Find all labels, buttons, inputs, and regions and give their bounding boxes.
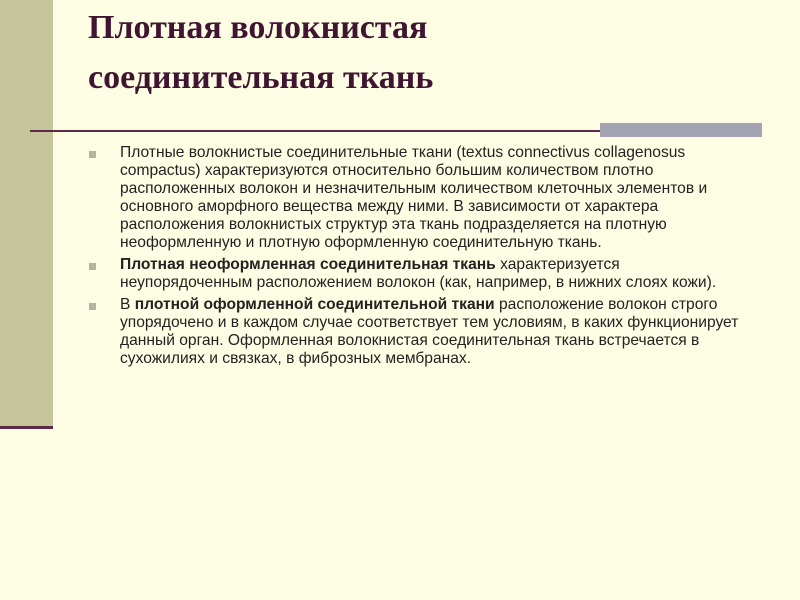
- bullet-3-text: расположение волокон строго упорядочено и в каждом случае соответствует тем условиям, в каких функционирует данный орган. Оформленная волокнистая соединительная ткань встречается в сухожилиях и связках, в фиброзных мембранах.: [120, 296, 739, 367]
- bullet-3-term: плотной оформленной соединительной ткани: [134, 296, 495, 313]
- bullet-3-prefix: В: [120, 296, 135, 313]
- bullet-item-3: [88, 296, 756, 368]
- bullet-list: [88, 144, 756, 372]
- bullet-2-term: Плотная неоформленная соединительная ткань: [120, 256, 496, 273]
- side-band-underline: [0, 426, 53, 429]
- square-bullet-icon: [89, 303, 96, 310]
- decorative-side-band: [0, 0, 53, 428]
- square-bullet-icon: [89, 263, 96, 270]
- slide-title: [88, 3, 768, 103]
- square-bullet-icon: [89, 151, 96, 158]
- bullet-1-text: Плотные волокнистые соединительные ткани (textus connectivus collagenosus compactus) характеризуются относительно большим количеством плотно расположенных волокон и незначительным количеством клеточных элементов и основного аморфного вещества между ними. В зависимости от характера расположения волокнистых структур эта ткань подразделяется на плотную неоформленную и плотную оформленную соединительную ткань.: [120, 144, 708, 251]
- bullet-item-2: [88, 256, 756, 292]
- title-accent-block: [600, 123, 762, 137]
- slide-title-line-2: соединительная ткань: [88, 59, 434, 96]
- slide-title-line-1: Плотная волокнистая: [88, 9, 428, 46]
- bullet-item-1: [88, 144, 756, 252]
- bullet-2-text: характеризуется неупорядоченным расположением волокон (как, например, в нижних слоях кожи).: [120, 256, 717, 291]
